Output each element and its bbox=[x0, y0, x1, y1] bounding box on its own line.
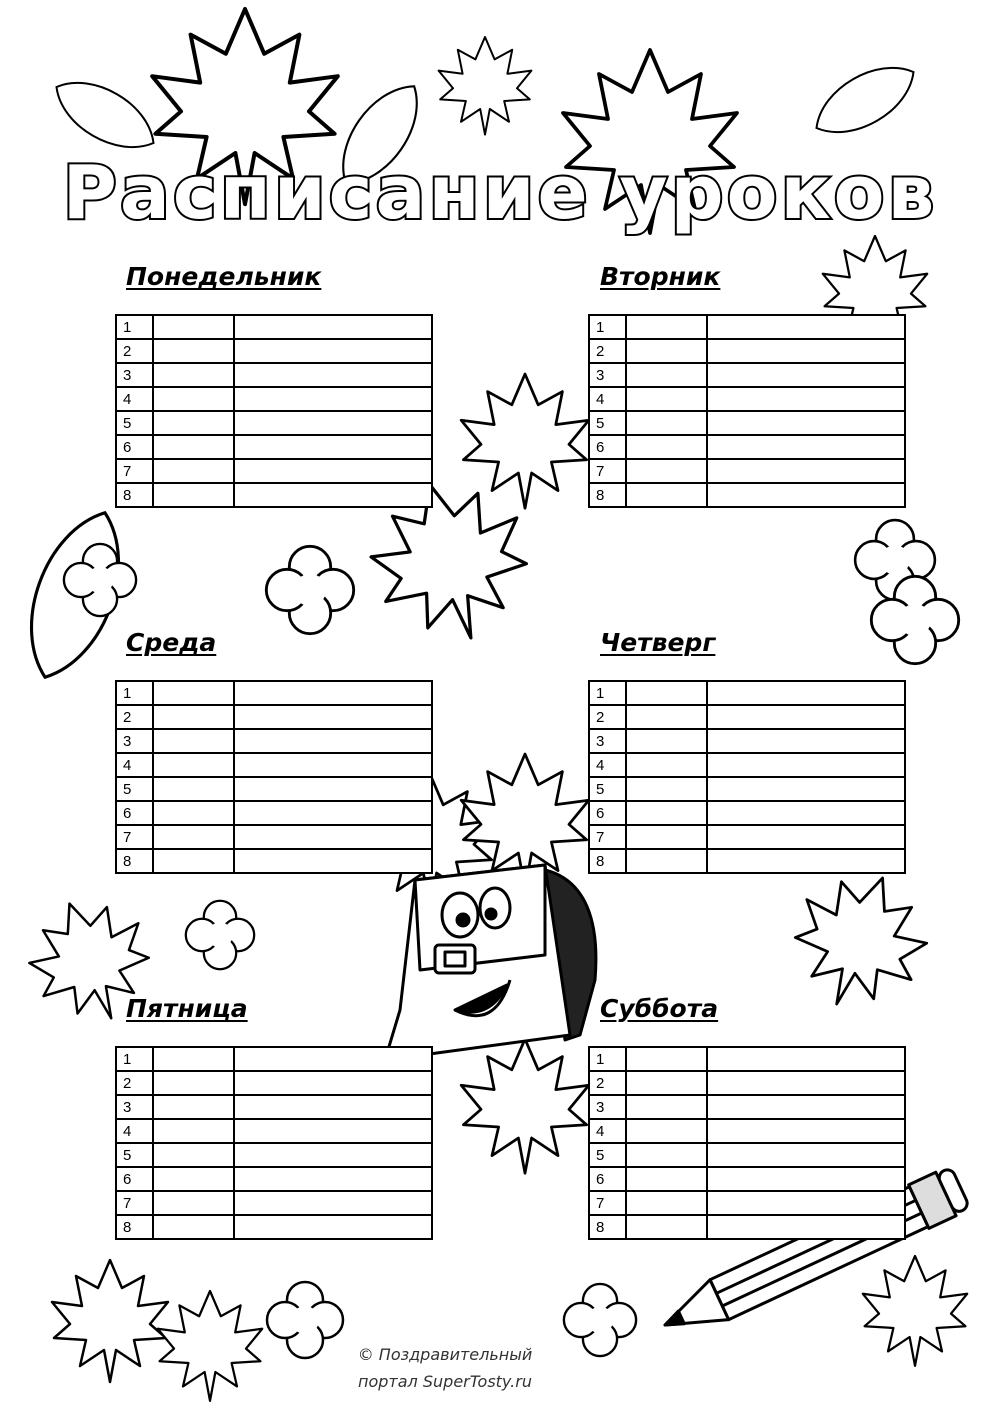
subject-cell[interactable] bbox=[234, 825, 432, 849]
table-row bbox=[116, 825, 432, 849]
subject-cell[interactable] bbox=[707, 801, 905, 825]
time-cell[interactable] bbox=[153, 411, 234, 435]
subject-cell[interactable] bbox=[707, 483, 905, 507]
subject-cell[interactable] bbox=[234, 435, 432, 459]
subject-cell[interactable] bbox=[234, 459, 432, 483]
table-row bbox=[116, 459, 432, 483]
lesson-number: 6 bbox=[116, 435, 153, 459]
subject-cell[interactable] bbox=[707, 1119, 905, 1143]
schedule-table bbox=[588, 314, 906, 508]
table-row bbox=[589, 435, 905, 459]
subject-cell[interactable] bbox=[707, 729, 905, 753]
lesson-number: 1 bbox=[116, 1047, 153, 1071]
lesson-number: 4 bbox=[589, 753, 626, 777]
table-row bbox=[589, 801, 905, 825]
table-row bbox=[116, 753, 432, 777]
table-row bbox=[116, 681, 432, 705]
subject-cell[interactable] bbox=[707, 1191, 905, 1215]
lesson-number: 6 bbox=[589, 1167, 626, 1191]
lesson-number: 7 bbox=[589, 825, 626, 849]
time-cell[interactable] bbox=[626, 1143, 707, 1167]
subject-cell[interactable] bbox=[234, 849, 432, 873]
time-cell[interactable] bbox=[153, 1143, 234, 1167]
table-row bbox=[589, 483, 905, 507]
time-cell[interactable] bbox=[153, 363, 234, 387]
lesson-number: 8 bbox=[589, 1215, 626, 1239]
subject-cell[interactable] bbox=[707, 1215, 905, 1239]
table-row bbox=[589, 1143, 905, 1167]
time-cell[interactable] bbox=[626, 801, 707, 825]
lesson-number: 2 bbox=[116, 1071, 153, 1095]
subject-cell[interactable] bbox=[707, 363, 905, 387]
table-row bbox=[116, 705, 432, 729]
time-cell[interactable] bbox=[153, 777, 234, 801]
subject-cell[interactable] bbox=[234, 1191, 432, 1215]
lesson-number: 4 bbox=[589, 1119, 626, 1143]
time-cell[interactable] bbox=[626, 387, 707, 411]
time-cell[interactable] bbox=[626, 705, 707, 729]
subject-cell[interactable] bbox=[707, 705, 905, 729]
time-cell[interactable] bbox=[626, 339, 707, 363]
maple-leaf-icon bbox=[52, 1260, 168, 1382]
lesson-number: 2 bbox=[589, 339, 626, 363]
subject-cell[interactable] bbox=[707, 1095, 905, 1119]
maple-leaf-icon bbox=[158, 1291, 262, 1401]
table-row bbox=[589, 1071, 905, 1095]
subject-cell[interactable] bbox=[707, 753, 905, 777]
table-row bbox=[589, 363, 905, 387]
table-row bbox=[589, 1191, 905, 1215]
table-row bbox=[589, 825, 905, 849]
time-cell[interactable] bbox=[153, 753, 234, 777]
maple-leaf-icon bbox=[461, 374, 589, 508]
subject-cell[interactable] bbox=[707, 1047, 905, 1071]
lesson-number: 1 bbox=[589, 1047, 626, 1071]
lesson-number: 4 bbox=[589, 387, 626, 411]
lesson-number: 8 bbox=[116, 1215, 153, 1239]
lesson-number: 5 bbox=[589, 1143, 626, 1167]
table-row bbox=[116, 801, 432, 825]
lesson-number: 2 bbox=[116, 705, 153, 729]
subject-cell[interactable] bbox=[234, 1167, 432, 1191]
time-cell[interactable] bbox=[153, 729, 234, 753]
lesson-number: 8 bbox=[589, 483, 626, 507]
clover-icon bbox=[186, 901, 254, 969]
copyright-notice bbox=[300, 1341, 590, 1395]
time-cell[interactable] bbox=[153, 825, 234, 849]
lesson-number: 5 bbox=[116, 777, 153, 801]
time-cell[interactable] bbox=[626, 435, 707, 459]
maple-leaf-icon bbox=[777, 856, 943, 1026]
table-row bbox=[116, 1191, 432, 1215]
table-row bbox=[116, 1071, 432, 1095]
subject-cell[interactable] bbox=[707, 1167, 905, 1191]
table-row bbox=[589, 315, 905, 339]
table-row bbox=[589, 1167, 905, 1191]
subject-cell[interactable] bbox=[707, 339, 905, 363]
subject-cell[interactable] bbox=[234, 705, 432, 729]
subject-cell[interactable] bbox=[707, 411, 905, 435]
time-cell[interactable] bbox=[153, 1167, 234, 1191]
lesson-number: 2 bbox=[116, 339, 153, 363]
subject-cell[interactable] bbox=[234, 1215, 432, 1239]
subject-cell[interactable] bbox=[707, 1143, 905, 1167]
schedule-table bbox=[588, 1046, 906, 1240]
subject-cell[interactable] bbox=[234, 363, 432, 387]
time-cell[interactable] bbox=[153, 483, 234, 507]
table-row bbox=[589, 753, 905, 777]
subject-cell[interactable] bbox=[234, 483, 432, 507]
day-heading: Пятница bbox=[126, 994, 248, 1023]
time-cell[interactable] bbox=[626, 1119, 707, 1143]
lesson-number: 3 bbox=[116, 363, 153, 387]
table-row bbox=[589, 1215, 905, 1239]
time-cell[interactable] bbox=[153, 1095, 234, 1119]
lesson-number: 7 bbox=[116, 459, 153, 483]
table-row bbox=[589, 777, 905, 801]
lesson-number: 8 bbox=[116, 849, 153, 873]
lesson-number: 1 bbox=[589, 315, 626, 339]
time-cell[interactable] bbox=[153, 339, 234, 363]
time-cell[interactable] bbox=[153, 705, 234, 729]
time-cell[interactable] bbox=[153, 315, 234, 339]
table-row bbox=[116, 315, 432, 339]
table-row bbox=[589, 681, 905, 705]
time-cell[interactable] bbox=[153, 435, 234, 459]
table-row bbox=[589, 1095, 905, 1119]
table-row bbox=[116, 1215, 432, 1239]
time-cell[interactable] bbox=[626, 1047, 707, 1071]
time-cell[interactable] bbox=[626, 1095, 707, 1119]
time-cell[interactable] bbox=[626, 459, 707, 483]
lesson-number: 4 bbox=[116, 1119, 153, 1143]
lesson-number: 5 bbox=[116, 1143, 153, 1167]
lesson-number: 8 bbox=[116, 483, 153, 507]
day-heading: Среда bbox=[126, 628, 217, 657]
subject-cell[interactable] bbox=[234, 339, 432, 363]
subject-cell[interactable] bbox=[234, 411, 432, 435]
subject-cell[interactable] bbox=[707, 849, 905, 873]
table-row bbox=[116, 387, 432, 411]
time-cell[interactable] bbox=[153, 1191, 234, 1215]
time-cell[interactable] bbox=[626, 825, 707, 849]
schedule-table bbox=[115, 1046, 433, 1240]
lesson-number: 6 bbox=[116, 801, 153, 825]
time-cell[interactable] bbox=[626, 1071, 707, 1095]
time-cell[interactable] bbox=[626, 411, 707, 435]
lesson-number: 1 bbox=[589, 681, 626, 705]
time-cell[interactable] bbox=[153, 1047, 234, 1071]
lesson-number: 3 bbox=[589, 363, 626, 387]
table-row bbox=[116, 729, 432, 753]
subject-cell[interactable] bbox=[234, 315, 432, 339]
lesson-number: 3 bbox=[116, 729, 153, 753]
copyright-line-1: © Поздравительный bbox=[357, 1345, 533, 1364]
maple-leaf-icon bbox=[439, 37, 532, 135]
subject-cell[interactable] bbox=[707, 1071, 905, 1095]
maple-leaf-icon bbox=[863, 1256, 967, 1366]
table-row bbox=[116, 777, 432, 801]
clover-icon bbox=[266, 546, 353, 633]
subject-cell[interactable] bbox=[234, 387, 432, 411]
lesson-number: 6 bbox=[116, 1167, 153, 1191]
lesson-number: 3 bbox=[589, 729, 626, 753]
time-cell[interactable] bbox=[626, 777, 707, 801]
time-cell[interactable] bbox=[153, 681, 234, 705]
time-cell[interactable] bbox=[626, 1215, 707, 1239]
maple-leaf-icon bbox=[461, 1039, 589, 1173]
time-cell[interactable] bbox=[626, 1167, 707, 1191]
day-heading: Четверг bbox=[600, 628, 716, 657]
time-cell[interactable] bbox=[153, 849, 234, 873]
table-row bbox=[116, 1167, 432, 1191]
table-row bbox=[589, 705, 905, 729]
table-row bbox=[589, 339, 905, 363]
table-row bbox=[116, 1095, 432, 1119]
table-row bbox=[116, 1119, 432, 1143]
table-row bbox=[116, 1047, 432, 1071]
subject-cell[interactable] bbox=[234, 1095, 432, 1119]
time-cell[interactable] bbox=[153, 1215, 234, 1239]
table-row bbox=[116, 363, 432, 387]
backpack-icon bbox=[385, 865, 596, 1060]
subject-cell[interactable] bbox=[234, 753, 432, 777]
copyright-line-2: портал SuperTosty.ru bbox=[358, 1372, 532, 1391]
subject-cell[interactable] bbox=[234, 801, 432, 825]
subject-cell[interactable] bbox=[707, 435, 905, 459]
lesson-number: 2 bbox=[589, 1071, 626, 1095]
lesson-number: 3 bbox=[589, 1095, 626, 1119]
lesson-number: 1 bbox=[116, 315, 153, 339]
time-cell[interactable] bbox=[153, 1071, 234, 1095]
subject-cell[interactable] bbox=[707, 459, 905, 483]
time-cell[interactable] bbox=[626, 729, 707, 753]
table-row bbox=[116, 849, 432, 873]
subject-cell[interactable] bbox=[234, 1047, 432, 1071]
time-cell[interactable] bbox=[153, 801, 234, 825]
table-row bbox=[116, 435, 432, 459]
lesson-number: 5 bbox=[589, 411, 626, 435]
lesson-number: 2 bbox=[589, 705, 626, 729]
time-cell[interactable] bbox=[626, 681, 707, 705]
subject-cell[interactable] bbox=[707, 777, 905, 801]
table-row bbox=[589, 387, 905, 411]
lesson-number: 7 bbox=[589, 459, 626, 483]
table-row bbox=[589, 1119, 905, 1143]
subject-cell[interactable] bbox=[234, 1143, 432, 1167]
lesson-number: 7 bbox=[589, 1191, 626, 1215]
time-cell[interactable] bbox=[626, 1191, 707, 1215]
table-row bbox=[116, 483, 432, 507]
schedule-table bbox=[115, 680, 433, 874]
lesson-number: 7 bbox=[116, 1191, 153, 1215]
page-title: Расписание уроков bbox=[62, 150, 938, 236]
table-row bbox=[116, 411, 432, 435]
lesson-number: 4 bbox=[116, 753, 153, 777]
subject-cell[interactable] bbox=[707, 681, 905, 705]
lesson-number: 6 bbox=[589, 435, 626, 459]
subject-cell[interactable] bbox=[234, 1119, 432, 1143]
lesson-number: 6 bbox=[589, 801, 626, 825]
day-heading: Понедельник bbox=[126, 262, 322, 291]
day-heading: Вторник bbox=[600, 262, 721, 291]
lesson-number: 5 bbox=[116, 411, 153, 435]
time-cell[interactable] bbox=[626, 849, 707, 873]
lesson-number: 1 bbox=[116, 681, 153, 705]
lesson-number: 4 bbox=[116, 387, 153, 411]
subject-cell[interactable] bbox=[234, 777, 432, 801]
subject-cell[interactable] bbox=[707, 825, 905, 849]
schedule-table bbox=[588, 680, 906, 874]
table-row bbox=[589, 1047, 905, 1071]
subject-cell[interactable] bbox=[707, 387, 905, 411]
table-row bbox=[589, 459, 905, 483]
table-row bbox=[116, 1143, 432, 1167]
lesson-number: 7 bbox=[116, 825, 153, 849]
time-cell[interactable] bbox=[153, 459, 234, 483]
day-heading: Суббота bbox=[600, 994, 719, 1023]
table-row bbox=[589, 729, 905, 753]
subject-cell[interactable] bbox=[707, 315, 905, 339]
time-cell[interactable] bbox=[153, 387, 234, 411]
subject-cell[interactable] bbox=[234, 681, 432, 705]
time-cell[interactable] bbox=[626, 483, 707, 507]
lesson-number: 3 bbox=[116, 1095, 153, 1119]
subject-cell[interactable] bbox=[234, 1071, 432, 1095]
table-row bbox=[589, 849, 905, 873]
time-cell[interactable] bbox=[153, 1119, 234, 1143]
lesson-number: 5 bbox=[589, 777, 626, 801]
subject-cell[interactable] bbox=[234, 729, 432, 753]
schedule-table bbox=[115, 314, 433, 508]
oval-leaf-icon bbox=[805, 51, 926, 149]
table-row bbox=[116, 339, 432, 363]
table-row bbox=[589, 411, 905, 435]
lesson-number: 8 bbox=[589, 849, 626, 873]
time-cell[interactable] bbox=[626, 315, 707, 339]
time-cell[interactable] bbox=[626, 753, 707, 777]
time-cell[interactable] bbox=[626, 363, 707, 387]
